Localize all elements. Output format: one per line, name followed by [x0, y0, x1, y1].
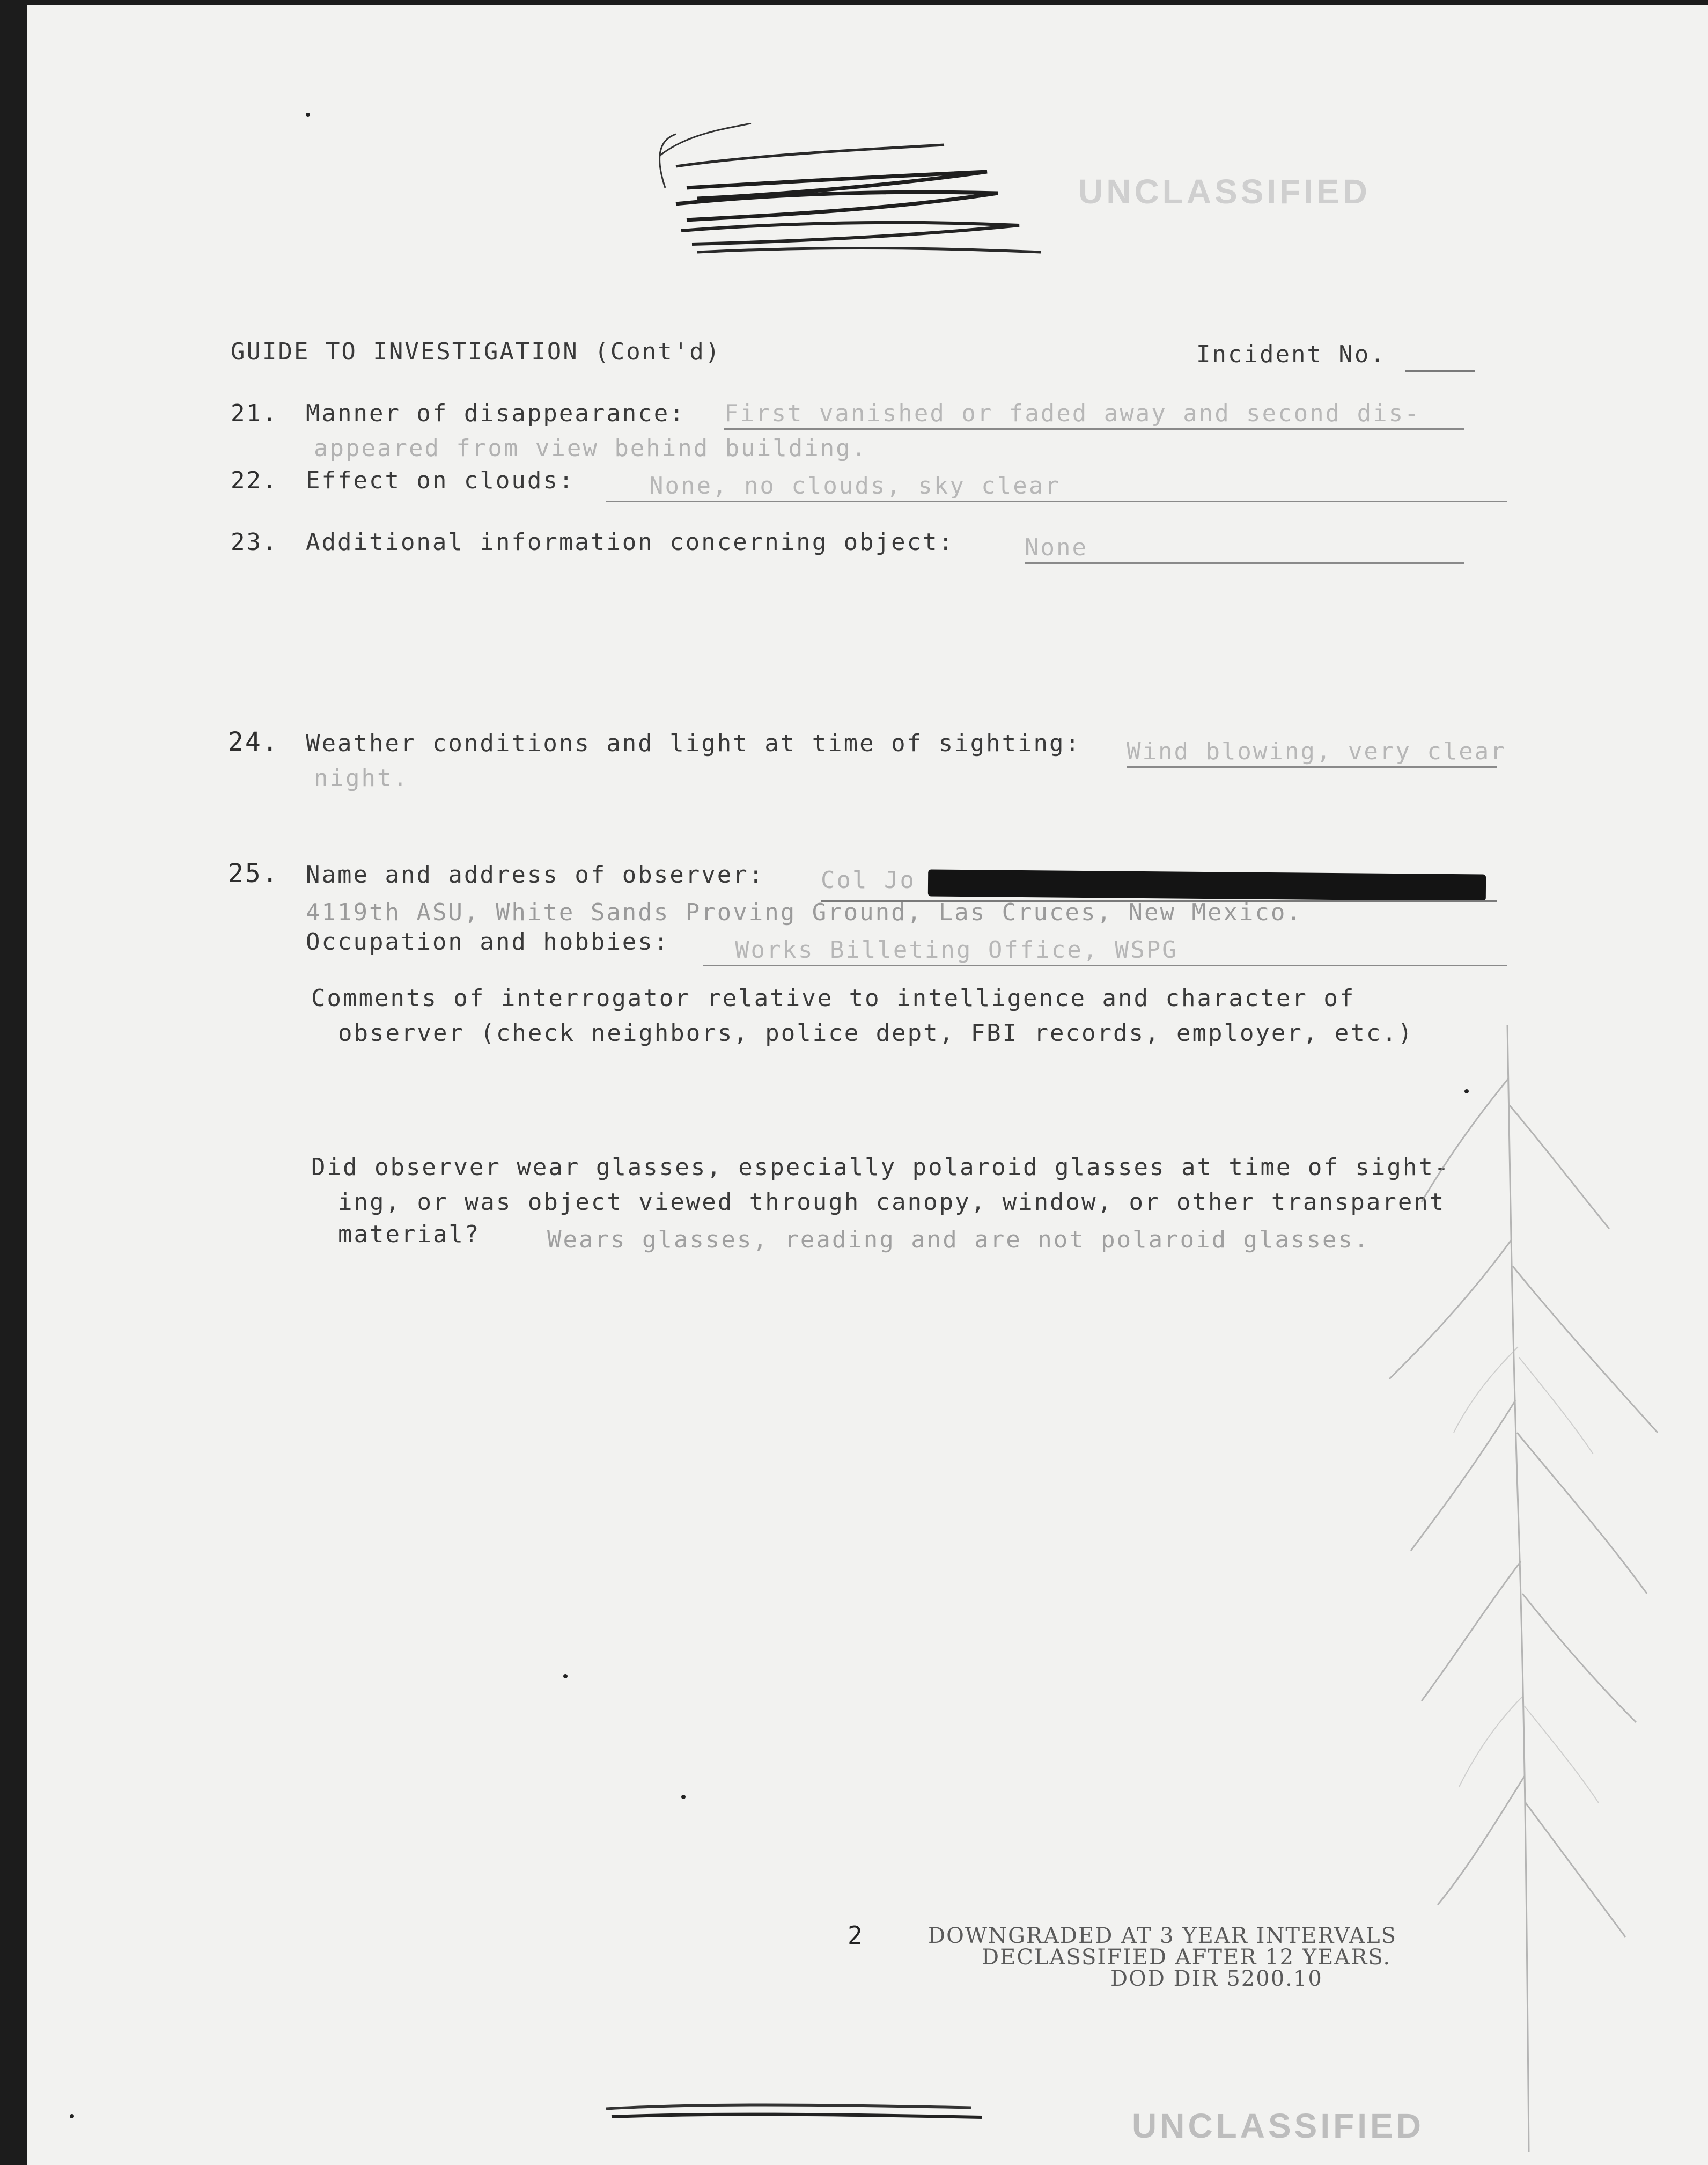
item-24-number: 24. — [228, 727, 279, 757]
item-25-number: 25. — [228, 858, 279, 889]
incident-number-line — [1405, 370, 1475, 372]
item-24-answer-line1: Wind blowing, very clear — [1127, 738, 1497, 768]
item-23-number: 23. — [231, 529, 278, 556]
item-22-answer: None, no clouds, sky clear — [606, 472, 1507, 502]
item-25-occupation-label: Occupation and hobbies: — [306, 928, 670, 956]
scribble-redaction-top — [644, 123, 1062, 284]
item-22-label: Effect on clouds: — [306, 467, 575, 494]
item-24-answer-line2: night. — [314, 765, 409, 792]
incident-number-label: Incident No. — [1196, 341, 1386, 368]
item-21-answer-line1: First vanished or faded away and second dis- — [724, 400, 1464, 430]
item-24-label: Weather conditions and light at time of sighting: — [306, 730, 1081, 757]
item-25-address: 4119th ASU, White Sands Proving Ground, Las Cruces, New Mexico. — [306, 899, 1302, 926]
name-redaction-bar — [928, 869, 1486, 901]
speck — [563, 1674, 568, 1678]
unclassified-stamp-bottom: UNCLASSIFIED — [1132, 2107, 1424, 2145]
item-25-occupation-answer: Works Billeting Office, WSPG — [703, 936, 1507, 966]
speck — [70, 2114, 74, 2118]
unclassified-stamp-top: UNCLASSIFIED — [1078, 172, 1371, 211]
speck — [681, 1795, 686, 1799]
downgrade-stamp-line3: DOD DIR 5200.10 — [1110, 1966, 1323, 1991]
comments-line2: observer (check neighbors, police dept, FBI records, employer, etc.) — [338, 1019, 1414, 1047]
speck — [1464, 1089, 1469, 1093]
ink-smudge-artifact — [1357, 1025, 1700, 2152]
comments-line1: Comments of interrogator relative to intelligence and character of — [311, 985, 1356, 1012]
page-title: GUIDE TO INVESTIGATION (Cont'd) — [231, 338, 722, 365]
item-21-number: 21. — [231, 400, 278, 427]
item-21-answer-line2: appeared from view behind building. — [314, 435, 868, 462]
page-number: 2 — [848, 1921, 864, 1950]
glasses-question-line2: ing, or was object viewed through canopy, window, or other transparent — [338, 1188, 1446, 1216]
item-25-answer-name: Col Jo — [821, 867, 916, 894]
glasses-answer: Wears glasses, reading and are not polaroid glasses. — [547, 1226, 1370, 1253]
scribble-redaction-bottom — [595, 2098, 1003, 2130]
glasses-question-line1: Did observer wear glasses, especially polaroid glasses at time of sight- — [311, 1154, 1451, 1181]
item-21-label: Manner of disappearance: — [306, 400, 686, 427]
downgrade-stamp-line2: DECLASSIFIED AFTER 12 YEARS. — [982, 1945, 1392, 1970]
item-23-answer: None — [1025, 534, 1464, 564]
item-22-number: 22. — [231, 467, 278, 494]
downgrade-stamp-line1: DOWNGRADED AT 3 YEAR INTERVALS — [928, 1924, 1397, 1948]
speck — [306, 113, 310, 117]
glasses-question-line3: material? — [338, 1221, 481, 1248]
item-25-label: Name and address of observer: — [306, 861, 765, 889]
document-page — [27, 5, 1708, 2165]
item-23-label: Additional information concerning object: — [306, 529, 955, 556]
